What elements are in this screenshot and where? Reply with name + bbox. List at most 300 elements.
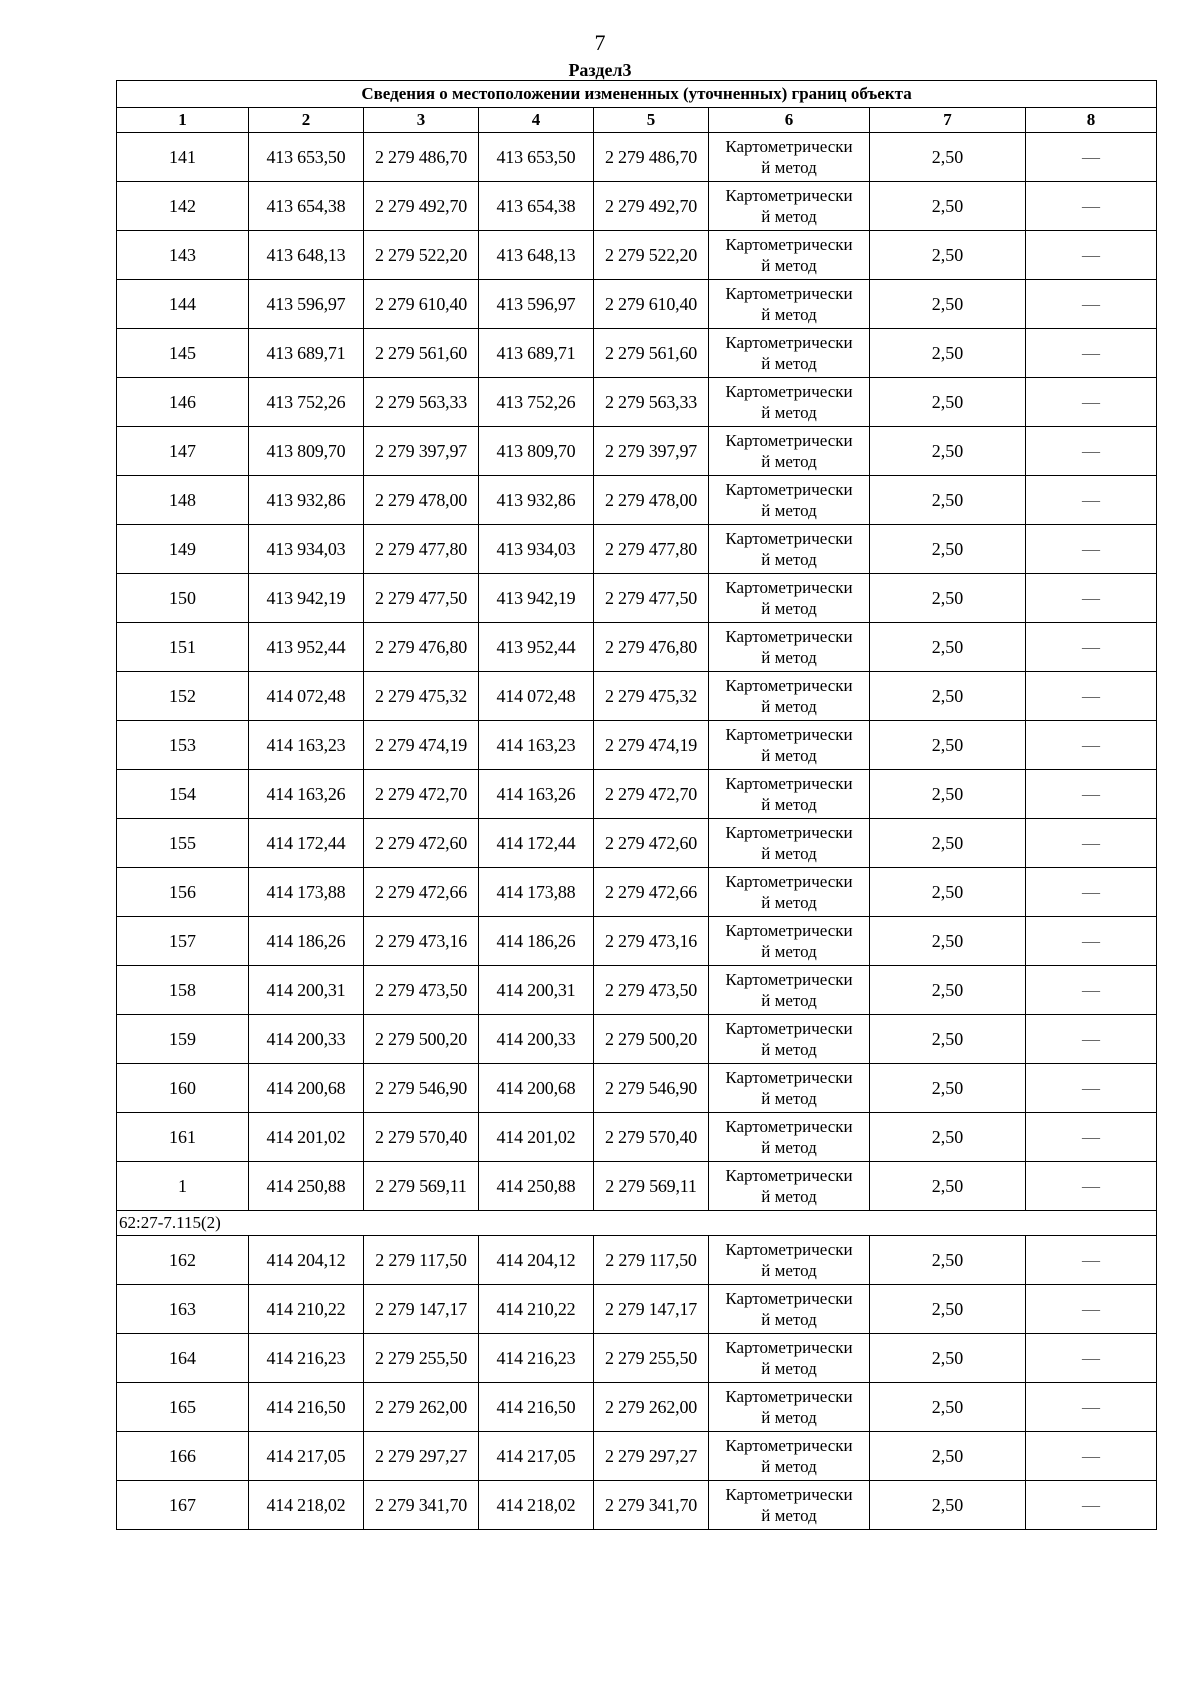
x-new-cell: 414 173,88: [479, 868, 594, 917]
y-old-cell: 2 279 477,50: [364, 574, 479, 623]
description-cell: —: [1026, 1113, 1157, 1162]
table-row: [117, 1334, 1157, 1383]
point-number-cell: 146: [117, 378, 249, 427]
accuracy-cell: 2,50: [870, 574, 1026, 623]
table-row: [117, 378, 1157, 427]
x-new-cell: 414 172,44: [479, 819, 594, 868]
x-old-cell: 413 942,19: [249, 574, 364, 623]
description-cell: —: [1026, 280, 1157, 329]
point-number-cell: 147: [117, 427, 249, 476]
method-line-2: й метод: [761, 550, 817, 569]
y-new-cell: 2 279 570,40: [594, 1113, 709, 1162]
x-old-cell: 413 689,71: [249, 329, 364, 378]
table-row: [117, 1162, 1157, 1211]
accuracy-cell: 2,50: [870, 476, 1026, 525]
x-new-cell: 414 204,12: [479, 1236, 594, 1285]
x-old-cell: 414 218,02: [249, 1481, 364, 1530]
point-number-cell: 162: [117, 1236, 249, 1285]
x-new-cell: 414 200,33: [479, 1015, 594, 1064]
description-cell: —: [1026, 770, 1157, 819]
y-new-cell: 2 279 569,11: [594, 1162, 709, 1211]
description-cell: —: [1026, 1334, 1157, 1383]
y-new-cell: 2 279 610,40: [594, 280, 709, 329]
column-number-6: 6: [709, 108, 870, 133]
description-cell: —: [1026, 1236, 1157, 1285]
method-line-1: Картометрически: [725, 480, 853, 499]
method-cell: [709, 1162, 870, 1211]
x-new-cell: 413 689,71: [479, 329, 594, 378]
y-new-cell: 2 279 147,17: [594, 1285, 709, 1334]
description-cell: —: [1026, 1432, 1157, 1481]
section-title: Раздел3: [568, 60, 632, 80]
y-new-cell: 2 279 478,00: [594, 476, 709, 525]
x-new-cell: 413 648,13: [479, 231, 594, 280]
table-row: [117, 476, 1157, 525]
method-line-1: Картометрически: [725, 529, 853, 548]
description-cell: —: [1026, 231, 1157, 280]
point-number-cell: 158: [117, 966, 249, 1015]
column-number-7: 7: [870, 108, 1026, 133]
table-row: [117, 182, 1157, 231]
method-line-2: й метод: [761, 1261, 817, 1280]
x-old-cell: 413 809,70: [249, 427, 364, 476]
description-cell: —: [1026, 182, 1157, 231]
y-old-cell: 2 279 473,50: [364, 966, 479, 1015]
y-old-cell: 2 279 341,70: [364, 1481, 479, 1530]
point-number-cell: 166: [117, 1432, 249, 1481]
table-row: [117, 966, 1157, 1015]
point-number-cell: 156: [117, 868, 249, 917]
x-new-cell: 414 072,48: [479, 672, 594, 721]
table-row: [117, 819, 1157, 868]
method-line-1: Картометрически: [725, 774, 853, 793]
point-number-cell: 165: [117, 1383, 249, 1432]
table-row: [117, 1285, 1157, 1334]
accuracy-cell: 2,50: [870, 672, 1026, 721]
x-new-cell: 414 201,02: [479, 1113, 594, 1162]
table-row: [117, 770, 1157, 819]
description-cell: —: [1026, 1015, 1157, 1064]
y-new-cell: 2 279 262,00: [594, 1383, 709, 1432]
method-line-1: Картометрически: [725, 970, 853, 989]
x-old-cell: 413 952,44: [249, 623, 364, 672]
method-cell: [709, 133, 870, 182]
x-new-cell: 413 932,86: [479, 476, 594, 525]
y-old-cell: 2 279 500,20: [364, 1015, 479, 1064]
x-new-cell: 413 952,44: [479, 623, 594, 672]
description-cell: —: [1026, 917, 1157, 966]
method-cell: [709, 525, 870, 574]
y-new-cell: 2 279 492,70: [594, 182, 709, 231]
accuracy-cell: 2,50: [870, 868, 1026, 917]
x-new-cell: 413 752,26: [479, 378, 594, 427]
accuracy-cell: 2,50: [870, 966, 1026, 1015]
x-new-cell: 414 218,02: [479, 1481, 594, 1530]
accuracy-cell: 2,50: [870, 280, 1026, 329]
boundary-coordinates-table: [116, 80, 1157, 1530]
x-old-cell: 414 204,12: [249, 1236, 364, 1285]
description-cell: —: [1026, 868, 1157, 917]
x-new-cell: 413 654,38: [479, 182, 594, 231]
method-line-1: Картометрически: [725, 382, 853, 401]
x-old-cell: 414 216,23: [249, 1334, 364, 1383]
method-cell: [709, 672, 870, 721]
method-line-2: й метод: [761, 697, 817, 716]
method-line-1: Картометрически: [725, 1485, 853, 1504]
description-cell: —: [1026, 525, 1157, 574]
method-cell: [709, 868, 870, 917]
method-cell: [709, 966, 870, 1015]
y-old-cell: 2 279 569,11: [364, 1162, 479, 1211]
x-new-cell: 414 186,26: [479, 917, 594, 966]
point-number-cell: 150: [117, 574, 249, 623]
page-number: 7: [594, 30, 606, 55]
method-line-1: Картометрически: [725, 284, 853, 303]
x-old-cell: 413 932,86: [249, 476, 364, 525]
method-line-2: й метод: [761, 501, 817, 520]
method-line-2: й метод: [761, 256, 817, 275]
y-old-cell: 2 279 492,70: [364, 182, 479, 231]
x-old-cell: 414 250,88: [249, 1162, 364, 1211]
method-line-2: й метод: [761, 893, 817, 912]
accuracy-cell: 2,50: [870, 525, 1026, 574]
x-new-cell: 414 163,26: [479, 770, 594, 819]
x-old-cell: 414 200,31: [249, 966, 364, 1015]
point-number-cell: 148: [117, 476, 249, 525]
table-row: [117, 427, 1157, 476]
y-new-cell: 2 279 472,70: [594, 770, 709, 819]
description-cell: —: [1026, 672, 1157, 721]
x-new-cell: 414 200,68: [479, 1064, 594, 1113]
table-row: [117, 1015, 1157, 1064]
point-number-cell: 143: [117, 231, 249, 280]
y-old-cell: 2 279 561,60: [364, 329, 479, 378]
y-old-cell: 2 279 475,32: [364, 672, 479, 721]
x-old-cell: 414 200,68: [249, 1064, 364, 1113]
method-line-2: й метод: [761, 599, 817, 618]
point-number-cell: 153: [117, 721, 249, 770]
method-line-2: й метод: [761, 648, 817, 667]
point-number-cell: 144: [117, 280, 249, 329]
table-row: [117, 525, 1157, 574]
method-cell: [709, 1383, 870, 1432]
description-cell: —: [1026, 1162, 1157, 1211]
y-old-cell: 2 279 472,70: [364, 770, 479, 819]
x-old-cell: 413 596,97: [249, 280, 364, 329]
y-new-cell: 2 279 474,19: [594, 721, 709, 770]
x-new-cell: 414 210,22: [479, 1285, 594, 1334]
description-cell: —: [1026, 1064, 1157, 1113]
y-new-cell: 2 279 255,50: [594, 1334, 709, 1383]
column-number-4: 4: [479, 108, 594, 133]
method-cell: [709, 378, 870, 427]
point-number-cell: 1: [117, 1162, 249, 1211]
method-line-2: й метод: [761, 1138, 817, 1157]
method-line-2: й метод: [761, 354, 817, 373]
method-cell: [709, 1015, 870, 1064]
method-line-1: Картометрически: [725, 627, 853, 646]
method-cell: [709, 623, 870, 672]
method-line-1: Картометрически: [725, 235, 853, 254]
method-line-1: Картометрически: [725, 872, 853, 891]
x-new-cell: 414 216,50: [479, 1383, 594, 1432]
method-line-2: й метод: [761, 844, 817, 863]
description-cell: —: [1026, 133, 1157, 182]
x-old-cell: 413 934,03: [249, 525, 364, 574]
accuracy-cell: 2,50: [870, 1481, 1026, 1530]
method-cell: [709, 1334, 870, 1383]
accuracy-cell: 2,50: [870, 1432, 1026, 1481]
x-old-cell: 413 653,50: [249, 133, 364, 182]
method-cell: [709, 819, 870, 868]
point-number-cell: 164: [117, 1334, 249, 1383]
method-line-2: й метод: [761, 1359, 817, 1378]
method-line-1: Картометрически: [725, 1240, 853, 1259]
y-new-cell: 2 279 475,32: [594, 672, 709, 721]
method-line-2: й метод: [761, 452, 817, 471]
method-cell: [709, 182, 870, 231]
x-old-cell: 414 217,05: [249, 1432, 364, 1481]
x-new-cell: 413 809,70: [479, 427, 594, 476]
y-new-cell: 2 279 563,33: [594, 378, 709, 427]
description-cell: —: [1026, 1481, 1157, 1530]
description-cell: —: [1026, 623, 1157, 672]
table-body-second: [117, 1236, 1157, 1530]
description-cell: —: [1026, 1383, 1157, 1432]
x-old-cell: 414 172,44: [249, 819, 364, 868]
table-body-first: [117, 133, 1157, 1211]
y-new-cell: 2 279 522,20: [594, 231, 709, 280]
method-line-2: й метод: [761, 746, 817, 765]
y-new-cell: 2 279 486,70: [594, 133, 709, 182]
accuracy-cell: 2,50: [870, 133, 1026, 182]
accuracy-cell: 2,50: [870, 329, 1026, 378]
table-row: [117, 1481, 1157, 1530]
y-new-cell: 2 279 297,27: [594, 1432, 709, 1481]
method-cell: [709, 329, 870, 378]
accuracy-cell: 2,50: [870, 1383, 1026, 1432]
y-new-cell: 2 279 397,97: [594, 427, 709, 476]
point-number-cell: 159: [117, 1015, 249, 1064]
y-new-cell: 2 279 472,66: [594, 868, 709, 917]
point-number-cell: 161: [117, 1113, 249, 1162]
method-line-1: Картометрически: [725, 333, 853, 352]
accuracy-cell: 2,50: [870, 1236, 1026, 1285]
method-line-2: й метод: [761, 1506, 817, 1525]
method-cell: [709, 1432, 870, 1481]
point-number-cell: 145: [117, 329, 249, 378]
y-old-cell: 2 279 147,17: [364, 1285, 479, 1334]
column-number-5: 5: [594, 108, 709, 133]
x-old-cell: 414 216,50: [249, 1383, 364, 1432]
table-row: [117, 1383, 1157, 1432]
column-number-1: 1: [117, 108, 249, 133]
x-old-cell: 414 072,48: [249, 672, 364, 721]
method-line-1: Картометрически: [725, 1289, 853, 1308]
point-number-cell: 151: [117, 623, 249, 672]
table-row: [117, 231, 1157, 280]
y-new-cell: 2 279 472,60: [594, 819, 709, 868]
method-line-2: й метод: [761, 1089, 817, 1108]
y-old-cell: 2 279 117,50: [364, 1236, 479, 1285]
method-line-1: Картометрически: [725, 1436, 853, 1455]
y-old-cell: 2 279 474,19: [364, 721, 479, 770]
method-cell: [709, 770, 870, 819]
method-line-1: Картометрически: [725, 1387, 853, 1406]
method-line-2: й метод: [761, 795, 817, 814]
method-cell: [709, 1064, 870, 1113]
accuracy-cell: 2,50: [870, 770, 1026, 819]
method-cell: [709, 1236, 870, 1285]
accuracy-cell: 2,50: [870, 182, 1026, 231]
x-old-cell: 413 654,38: [249, 182, 364, 231]
x-old-cell: 414 163,26: [249, 770, 364, 819]
column-number-row: [117, 108, 1157, 133]
method-cell: [709, 1285, 870, 1334]
table-row: [117, 1064, 1157, 1113]
y-old-cell: 2 279 478,00: [364, 476, 479, 525]
method-line-1: Картометрически: [725, 1338, 853, 1357]
method-line-2: й метод: [761, 1310, 817, 1329]
accuracy-cell: 2,50: [870, 378, 1026, 427]
x-new-cell: 413 934,03: [479, 525, 594, 574]
method-line-1: Картометрически: [725, 676, 853, 695]
description-cell: —: [1026, 966, 1157, 1015]
method-line-1: Картометрически: [725, 578, 853, 597]
accuracy-cell: 2,50: [870, 1334, 1026, 1383]
y-new-cell: 2 279 477,80: [594, 525, 709, 574]
x-new-cell: 414 217,05: [479, 1432, 594, 1481]
y-old-cell: 2 279 546,90: [364, 1064, 479, 1113]
method-cell: [709, 1481, 870, 1530]
y-old-cell: 2 279 522,20: [364, 231, 479, 280]
y-old-cell: 2 279 255,50: [364, 1334, 479, 1383]
description-cell: —: [1026, 819, 1157, 868]
y-new-cell: 2 279 477,50: [594, 574, 709, 623]
accuracy-cell: 2,50: [870, 917, 1026, 966]
method-line-2: й метод: [761, 158, 817, 177]
y-old-cell: 2 279 476,80: [364, 623, 479, 672]
x-old-cell: 413 752,26: [249, 378, 364, 427]
table-row: [117, 623, 1157, 672]
x-new-cell: 413 653,50: [479, 133, 594, 182]
y-old-cell: 2 279 262,00: [364, 1383, 479, 1432]
method-line-2: й метод: [761, 1187, 817, 1206]
table-row: [117, 280, 1157, 329]
accuracy-cell: 2,50: [870, 1113, 1026, 1162]
description-cell: —: [1026, 476, 1157, 525]
point-number-cell: 142: [117, 182, 249, 231]
method-line-2: й метод: [761, 403, 817, 422]
accuracy-cell: 2,50: [870, 427, 1026, 476]
accuracy-cell: 2,50: [870, 231, 1026, 280]
table-row: [117, 721, 1157, 770]
x-old-cell: 413 648,13: [249, 231, 364, 280]
description-cell: —: [1026, 427, 1157, 476]
group-label: 62:27-7.115(2): [117, 1211, 1157, 1236]
table-row: [117, 672, 1157, 721]
point-number-cell: 149: [117, 525, 249, 574]
y-old-cell: 2 279 610,40: [364, 280, 479, 329]
method-cell: [709, 917, 870, 966]
point-number-cell: 154: [117, 770, 249, 819]
table-row: [117, 133, 1157, 182]
description-cell: —: [1026, 329, 1157, 378]
x-old-cell: 414 201,02: [249, 1113, 364, 1162]
y-old-cell: 2 279 397,97: [364, 427, 479, 476]
method-line-1: Картометрически: [725, 725, 853, 744]
accuracy-cell: 2,50: [870, 721, 1026, 770]
y-new-cell: 2 279 561,60: [594, 329, 709, 378]
method-cell: [709, 721, 870, 770]
x-old-cell: 414 186,26: [249, 917, 364, 966]
column-number-2: 2: [249, 108, 364, 133]
y-new-cell: 2 279 476,80: [594, 623, 709, 672]
y-old-cell: 2 279 297,27: [364, 1432, 479, 1481]
table-caption: Сведения о местоположении измененных (уточненных) границ объекта: [117, 81, 1157, 108]
method-line-1: Картометрически: [725, 823, 853, 842]
method-line-2: й метод: [761, 305, 817, 324]
accuracy-cell: 2,50: [870, 1285, 1026, 1334]
accuracy-cell: 2,50: [870, 623, 1026, 672]
table-row: [117, 1113, 1157, 1162]
y-old-cell: 2 279 570,40: [364, 1113, 479, 1162]
y-old-cell: 2 279 477,80: [364, 525, 479, 574]
method-line-1: Картометрически: [725, 137, 853, 156]
point-number-cell: 152: [117, 672, 249, 721]
method-line-1: Картометрически: [725, 431, 853, 450]
method-cell: [709, 280, 870, 329]
table-row: [117, 1432, 1157, 1481]
x-new-cell: 413 942,19: [479, 574, 594, 623]
table-row: [117, 329, 1157, 378]
point-number-cell: 155: [117, 819, 249, 868]
group-label-row: [117, 1211, 1157, 1236]
point-number-cell: 163: [117, 1285, 249, 1334]
y-old-cell: 2 279 472,60: [364, 819, 479, 868]
y-old-cell: 2 279 486,70: [364, 133, 479, 182]
method-line-2: й метод: [761, 1457, 817, 1476]
method-cell: [709, 476, 870, 525]
description-cell: —: [1026, 378, 1157, 427]
method-line-2: й метод: [761, 207, 817, 226]
x-old-cell: 414 200,33: [249, 1015, 364, 1064]
y-new-cell: 2 279 473,50: [594, 966, 709, 1015]
y-old-cell: 2 279 472,66: [364, 868, 479, 917]
x-old-cell: 414 173,88: [249, 868, 364, 917]
column-number-3: 3: [364, 108, 479, 133]
method-line-1: Картометрически: [725, 1068, 853, 1087]
method-line-2: й метод: [761, 942, 817, 961]
x-new-cell: 414 250,88: [479, 1162, 594, 1211]
y-new-cell: 2 279 117,50: [594, 1236, 709, 1285]
x-old-cell: 414 163,23: [249, 721, 364, 770]
accuracy-cell: 2,50: [870, 1064, 1026, 1113]
point-number-cell: 141: [117, 133, 249, 182]
x-old-cell: 414 210,22: [249, 1285, 364, 1334]
column-number-8: 8: [1026, 108, 1157, 133]
method-line-1: Картометрически: [725, 1117, 853, 1136]
description-cell: —: [1026, 721, 1157, 770]
point-number-cell: 167: [117, 1481, 249, 1530]
method-cell: [709, 574, 870, 623]
method-cell: [709, 1113, 870, 1162]
x-new-cell: 414 200,31: [479, 966, 594, 1015]
method-line-2: й метод: [761, 1040, 817, 1059]
table-row: [117, 917, 1157, 966]
x-new-cell: 413 596,97: [479, 280, 594, 329]
method-line-1: Картометрически: [725, 1019, 853, 1038]
